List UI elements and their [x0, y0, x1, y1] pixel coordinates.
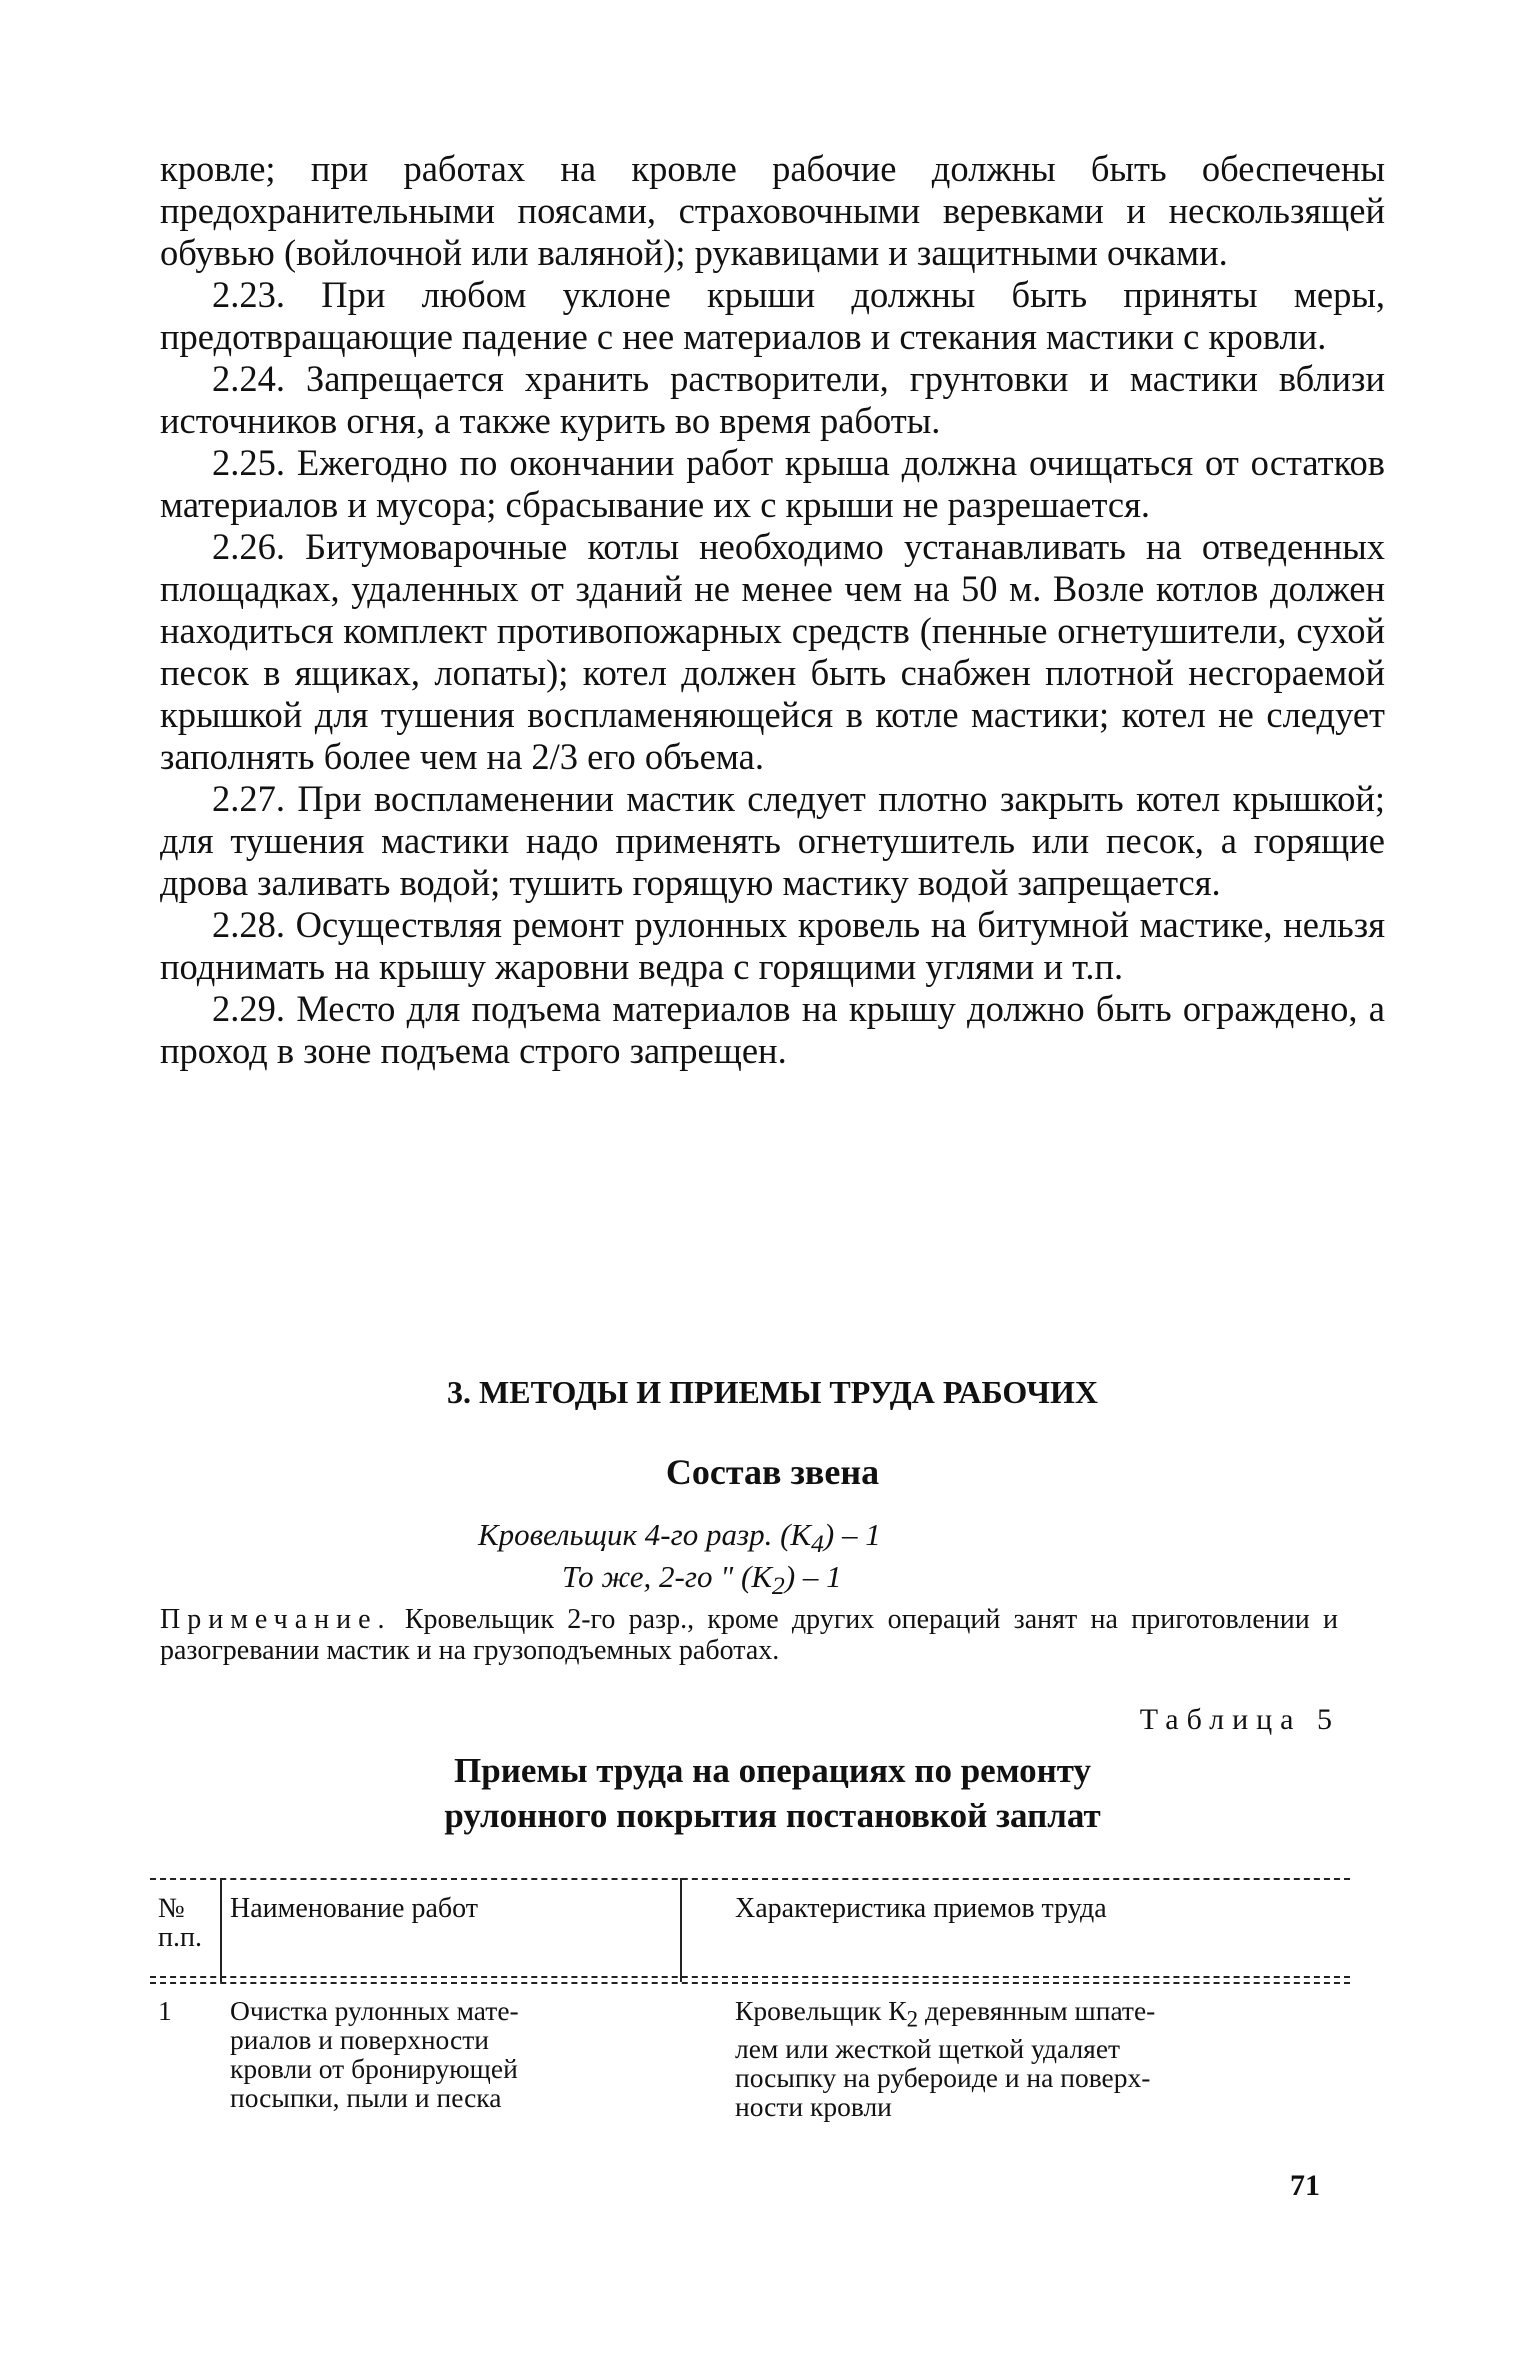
- row-char-suffix: деревянным шпате-: [918, 1995, 1156, 2026]
- crew-grade: 2: [771, 1571, 785, 1601]
- crew-count: – 1: [802, 1559, 842, 1595]
- crew-grade: 4: [811, 1529, 824, 1559]
- paragraph-2-25: 2.25. Ежегодно по окончании работ крыша должна очищаться от остатков материалов и мусора; сбрасывание их с крыши не разрешается.: [160, 442, 1385, 525]
- section-title: 3. МЕТОДЫ И ПРИЕМЫ ТРУДА РАБОЧИХ: [447, 1374, 1098, 1410]
- table-number: Таблица 5: [1139, 1703, 1340, 1736]
- paragraph-continuation: кровле; при работах на кровле рабочие должны быть обеспечены предохранительными поясами, страховочными веревками и нескользящей обувью (войлочной или валяной); рукавицами и защитными очками.: [160, 148, 1385, 273]
- page-number: 71: [1290, 2169, 1320, 2202]
- crew-role: Кровельщик 4-го разр.: [478, 1517, 773, 1552]
- row-characteristic: [735, 1996, 1155, 2121]
- table-title: [160, 1748, 1385, 1838]
- row-name-line: Очистка рулонных мате-: [230, 1995, 519, 2026]
- header-num: [158, 1894, 202, 1952]
- crew-row: [478, 1560, 1038, 1602]
- paragraph-2-24: 2.24. Запрещается хранить растворители, грунтовки и мастики вблизи источников огня, а также курить во время работы.: [160, 358, 1385, 441]
- crew-code-close: ): [823, 1517, 835, 1552]
- crew-code: (К: [741, 1559, 772, 1595]
- crew-count: – 1: [842, 1517, 881, 1552]
- row-number: 1: [158, 1995, 172, 2026]
- table-top-rule: [150, 1878, 1350, 1880]
- header-num-line: №: [158, 1893, 185, 1924]
- row-name: [230, 1996, 519, 2112]
- row-char-sub: 2: [906, 2006, 919, 2032]
- table-column-divider: [220, 1878, 222, 1982]
- crew-code-close: ): [784, 1559, 796, 1595]
- note-label: Примечание.: [160, 1604, 392, 1635]
- crew-code: (К: [780, 1517, 811, 1552]
- row-char-line: лем или жесткой щеткой удаляет: [735, 2032, 1121, 2064]
- row-char-prefix: Кровельщик К: [735, 1995, 907, 2026]
- header-name: Наименование работ: [230, 1893, 478, 1924]
- table-title-line: рулонного покрытия постановкой заплат: [444, 1796, 1101, 1835]
- paragraph-2-28: 2.28. Осуществляя ремонт рулонных кровель на битумной мастике, нельзя поднимать на крышу жаровни ведра с горящими углями и т.п.: [160, 904, 1385, 987]
- crew-list: [478, 1518, 1038, 1602]
- note: [160, 1604, 1338, 1666]
- paragraph-2-29: 2.29. Место для подъема материалов на крышу должно быть ограждено, а проход в зоне подъема строго запрещен.: [160, 988, 1385, 1071]
- paragraph-2-27: 2.27. При воспламенении мастик следует плотно закрыть котел крышкой; для тушения мастики надо применять огнетушитель или песок, а горящие дрова заливать водой; тушить горящую мастику водой запрещается.: [160, 778, 1385, 903]
- table-column-divider: [680, 1878, 682, 1982]
- table-header-rule: [150, 1976, 1350, 1978]
- table-title-line: Приемы труда на операциях по ремонту: [454, 1751, 1091, 1790]
- row-char-line: ности кровли: [735, 2090, 892, 2122]
- row-char-line: посыпку на рубероиде и на поверх-: [735, 2061, 1151, 2093]
- row-name-line: посыпки, пыли и песка: [230, 2082, 502, 2113]
- header-num-line: п.п.: [158, 1922, 202, 1953]
- paragraph-2-23: 2.23. При любом уклоне крыши должны быть приняты меры, предотвращающие падение с нее материалов и стекания мастики с кровли.: [160, 274, 1385, 357]
- crew-row: [478, 1518, 1038, 1560]
- row-name-line: кровли от бронирующей: [230, 2053, 518, 2084]
- paragraph-2-26: 2.26. Битумоварочные котлы необходимо устанавливать на отведенных площадках, удаленных от зданий не менее чем на 50 м. Возле котлов должен находиться комплект противопожарных средств (пенные огнетушители, сухой песок в ящиках, лопаты); котел должен быть снабжен плотной несгораемой крышкой для тушения воспламеняющейся в котле мастики; котел не следует заполнять более чем на 2/3 его объема.: [160, 526, 1385, 777]
- body-text: [160, 148, 1385, 1072]
- table-header-rule: [150, 1982, 1350, 1984]
- row-char-line: [735, 1996, 1155, 2034]
- note-text: Кровельщик 2-го разр., кроме других операций занят на приготовлении и разогревании мастик и на грузоподъемных работах.: [160, 1604, 1339, 1666]
- row-name-line: риалов и поверхности: [230, 2024, 489, 2055]
- crew-role: То же, 2-го ": [562, 1559, 734, 1595]
- crew-subtitle: Состав звена: [665, 1452, 880, 1492]
- header-characteristic: Характеристика приемов труда: [735, 1893, 1107, 1924]
